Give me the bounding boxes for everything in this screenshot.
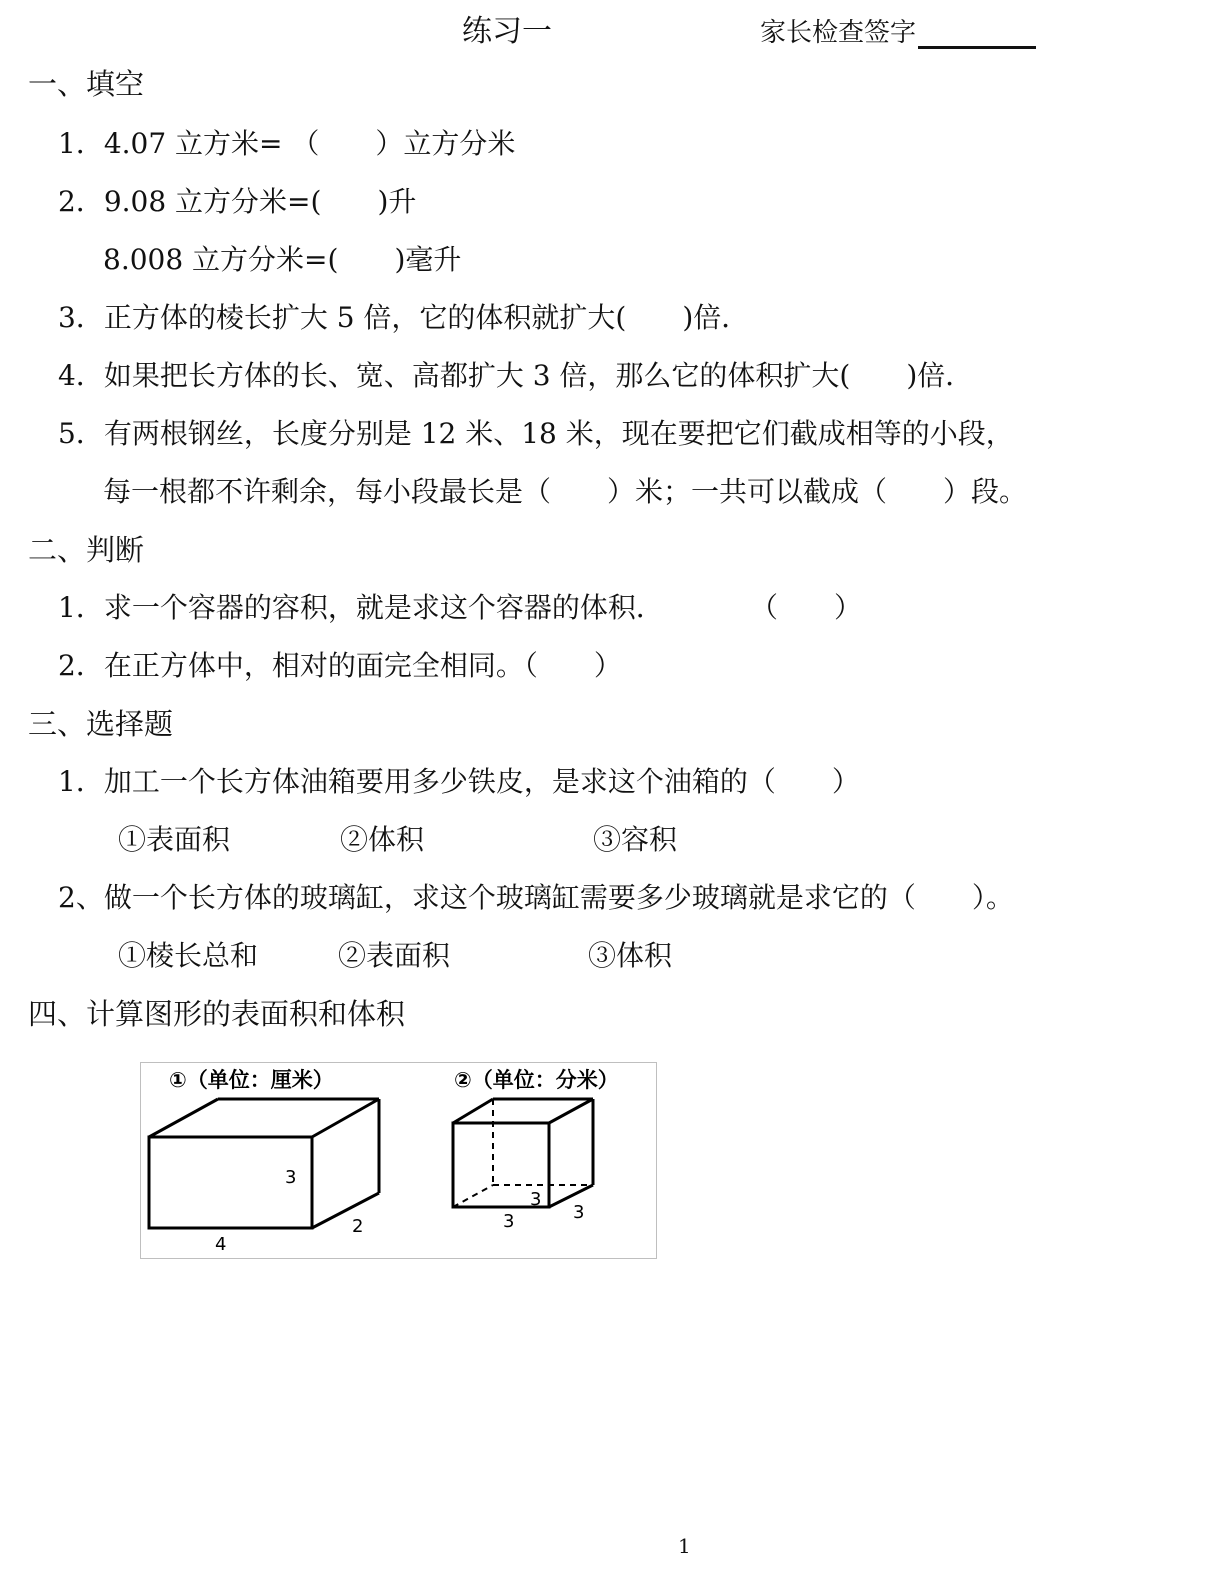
solids-figure-svg: [141, 1063, 656, 1258]
cube-hidden-edges: [453, 1099, 593, 1207]
choice-question-1: 1．加工一个长方体油箱要用多少铁皮，是求这个油箱的（ ）: [58, 765, 860, 798]
cube-bottom-label: 3: [503, 1211, 515, 1232]
cube-edge-top-right: [549, 1099, 593, 1123]
cube-hidden-bottom-left: [453, 1185, 493, 1207]
choice-2-option-b[interactable]: ②表面积: [338, 939, 451, 972]
section-judge-heading: 二、判断: [28, 533, 145, 567]
cuboid-edge-bottom-right: [312, 1193, 379, 1228]
cuboid-caption: ①（单位：厘米）: [169, 1068, 334, 1092]
choice-2-option-c[interactable]: ③体积: [588, 939, 673, 972]
cube-depth-label: 3: [573, 1202, 585, 1223]
cube-caption: ②（单位：分米）: [454, 1068, 619, 1092]
choice-1-option-c[interactable]: ③容积: [593, 823, 678, 856]
page-number: 1: [678, 1534, 691, 1558]
cube-edge-bottom-right: [549, 1185, 593, 1207]
page-title: 练习一: [462, 14, 552, 49]
fill-question-2b: 8.008 立方分米=( )毫升: [103, 243, 462, 276]
choice-2-option-a[interactable]: ①棱长总和: [118, 939, 259, 972]
cuboid-shape: [149, 1099, 379, 1228]
judge-answer-paren-1[interactable]: （ ）: [750, 591, 863, 624]
cuboid-width-label: 2: [352, 1216, 364, 1237]
choice-1-option-a[interactable]: ①表面积: [118, 823, 231, 856]
choice-question-2: 2、做一个长方体的玻璃缸，求这个玻璃缸需要多少玻璃就是求它的（ ）。: [58, 881, 1014, 914]
cuboid-edge-top-left: [149, 1099, 218, 1137]
fill-question-2a: 2．9.08 立方分米=( )升: [58, 185, 417, 218]
cuboid-height-label: 3: [285, 1167, 297, 1188]
cube-shape: [453, 1099, 593, 1207]
solids-figure: [140, 1062, 657, 1259]
judge-question-1: 1．求一个容器的容积，就是求这个容器的体积．: [58, 591, 664, 624]
section-choice-heading: 三、选择题: [28, 707, 174, 741]
signature-line[interactable]: [918, 20, 1036, 49]
choice-1-option-b[interactable]: ②体积: [340, 823, 425, 856]
fill-question-5a: 5．有两根钢丝，长度分别是 12 米、18 米，现在要把它们截成相等的小段，: [58, 417, 1014, 450]
fill-question-5b: 每一根都不许剩余，每小段最长是（ ）米；一共可以截成（ ）段。: [103, 475, 1028, 508]
signature-label: 家长检查签字: [760, 18, 917, 48]
fill-question-4: 4．如果把长方体的长、宽、高都扩大 3 倍，那么它的体积扩大( )倍．: [58, 359, 974, 392]
cube-inner-label: 3: [530, 1189, 542, 1210]
fill-question-3: 3．正方体的棱长扩大 5 倍，它的体积就扩大( )倍．: [58, 301, 750, 334]
section-compute-heading: 四、计算图形的表面积和体积: [28, 997, 406, 1031]
fill-question-1: 1．4.07 立方米= （ ）立方分米: [58, 127, 516, 160]
section-fill-heading: 一、填空: [28, 67, 145, 101]
cuboid-length-label: 4: [215, 1234, 227, 1255]
cuboid-edge-top-right: [312, 1099, 379, 1137]
parent-signature: [760, 12, 1036, 49]
judge-question-2: 2．在正方体中，相对的面完全相同。（ ）: [58, 649, 622, 682]
cube-edge-top-left: [453, 1099, 493, 1123]
